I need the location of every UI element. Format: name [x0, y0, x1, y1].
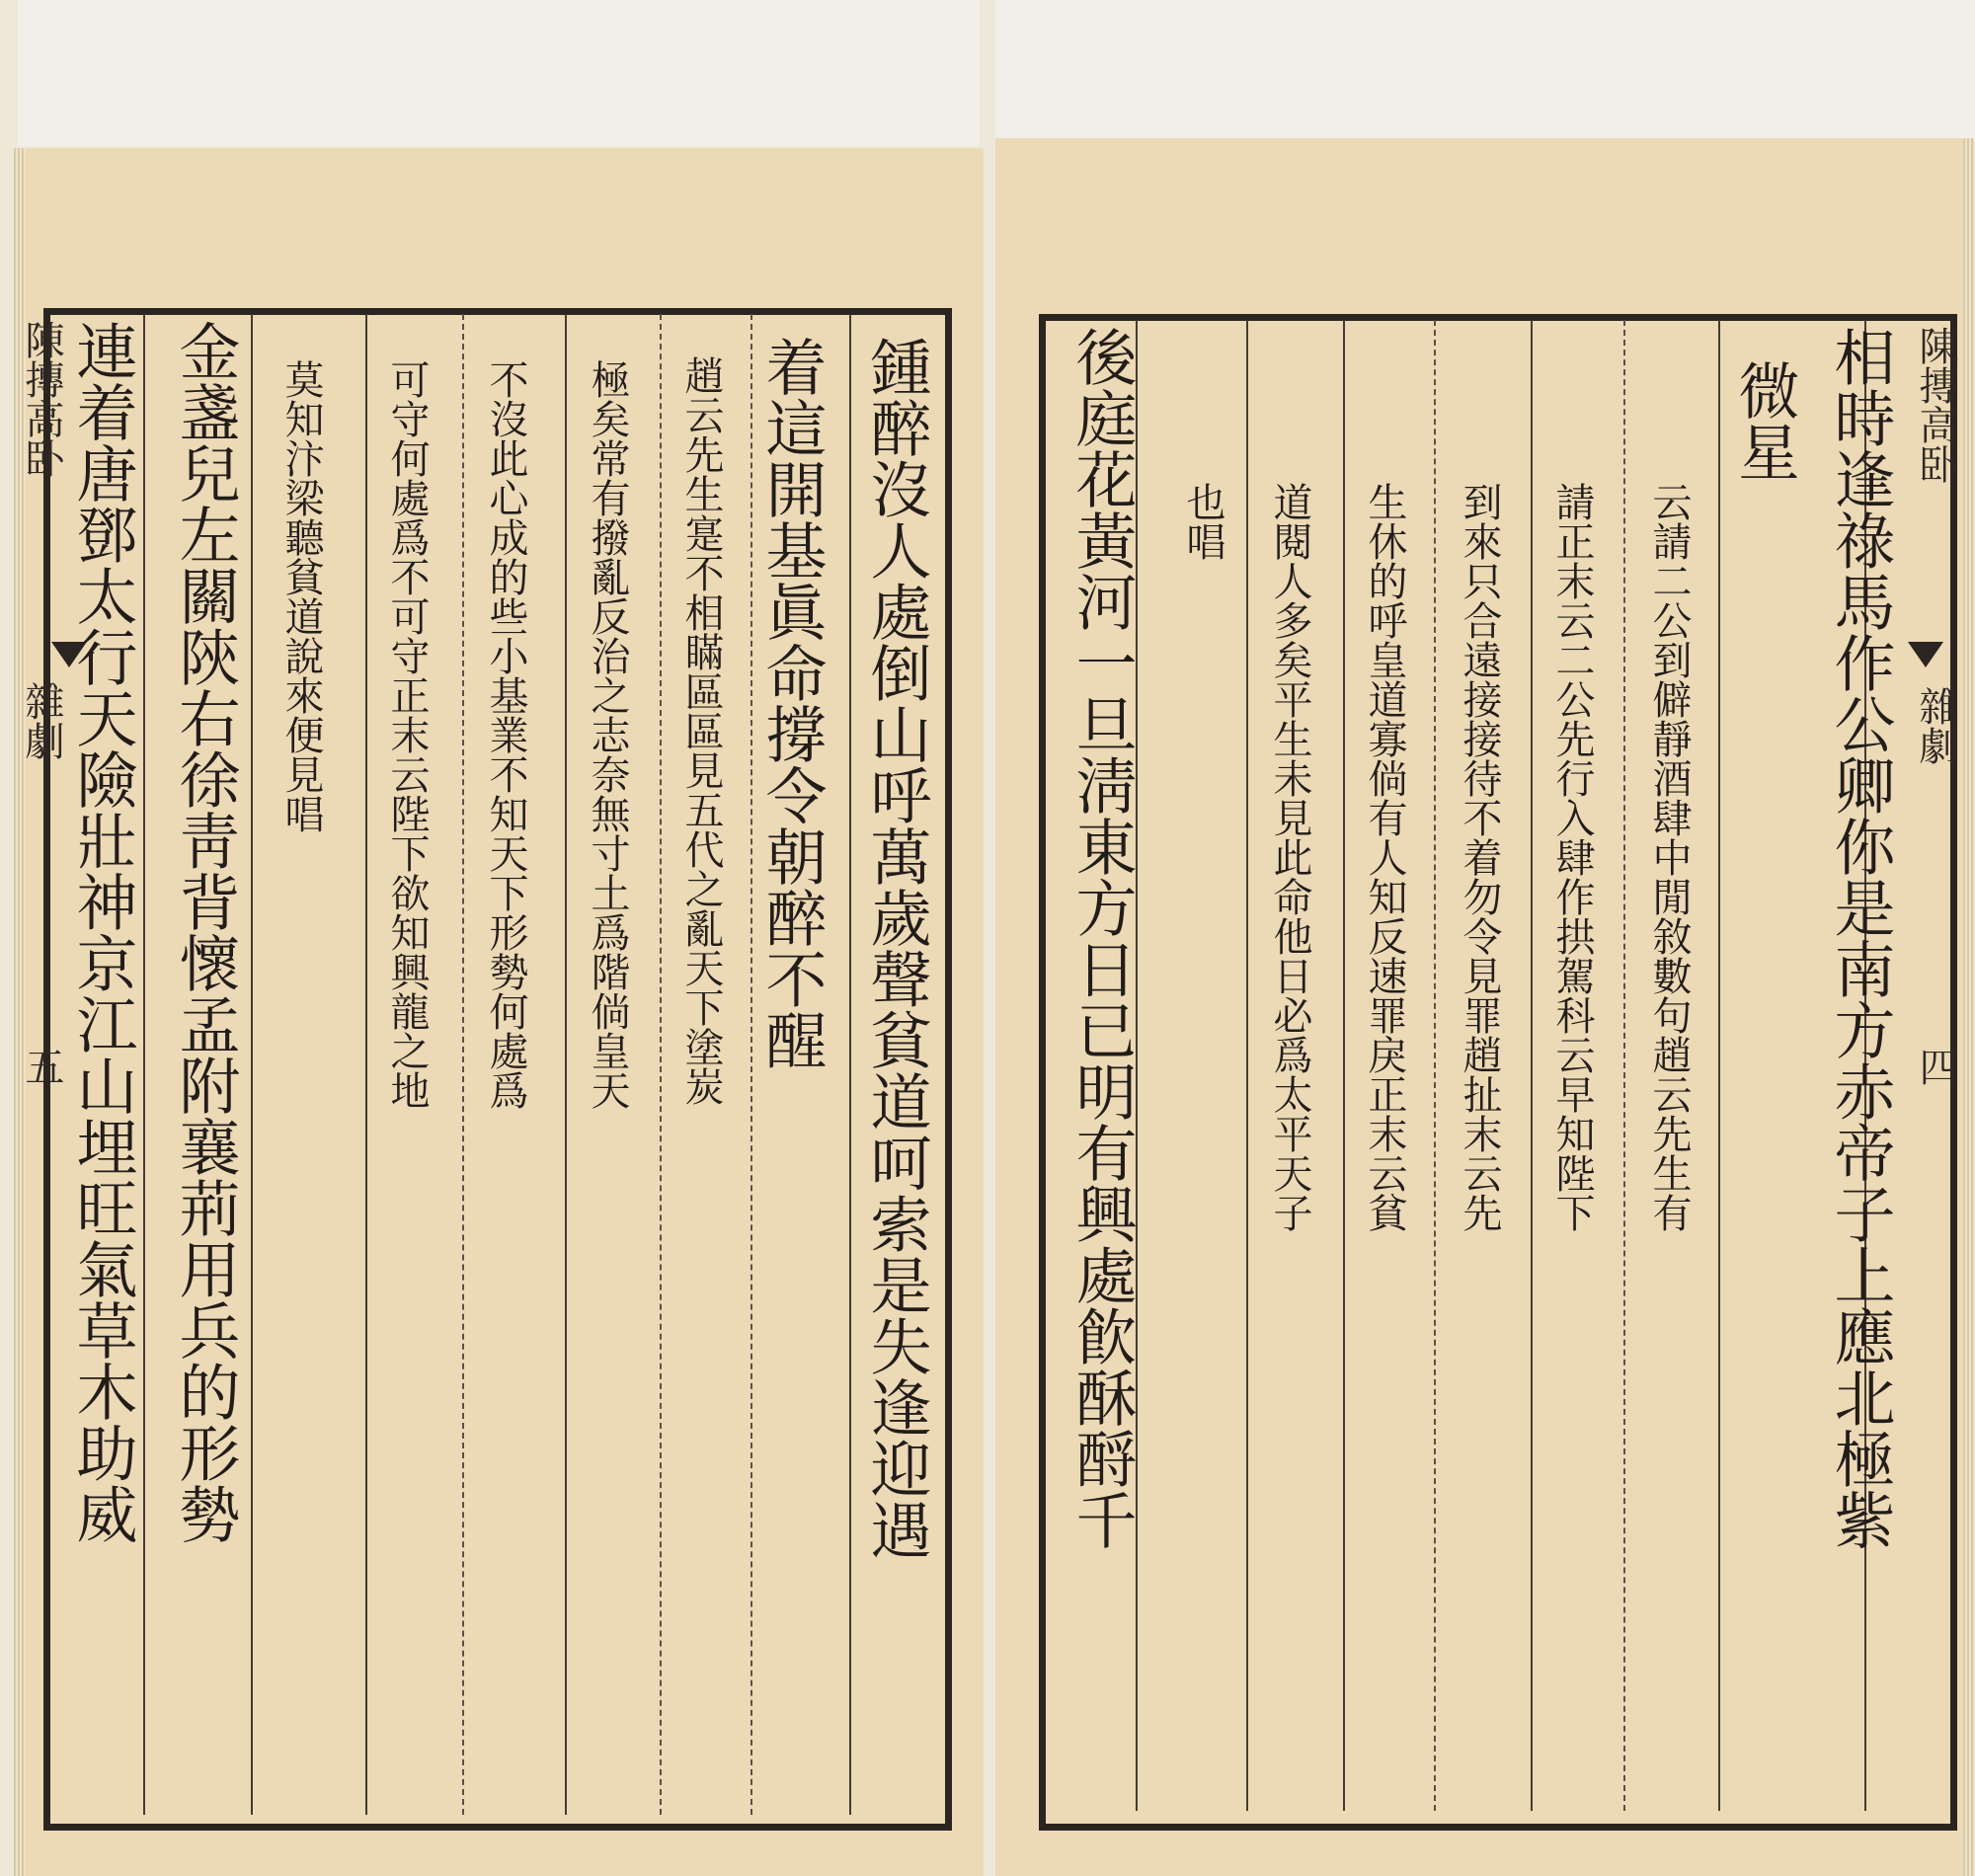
left-col-8: 金盞兒左關陝右徐靑背懷孟附襄荊用兵的形勢 [169, 320, 241, 1544]
right-column-divider-4 [1531, 320, 1533, 1811]
right-col-8: 也唱 [1180, 482, 1225, 561]
left-column-divider-6 [365, 314, 367, 1815]
right-col-3: 云請二公到僻靜酒肆中閒敘數句趙云先生有 [1646, 482, 1692, 1232]
left-column-divider-1 [849, 314, 851, 1815]
right-margin-title: 陳摶高卧 [1913, 326, 1958, 484]
left-column-divider-7 [251, 314, 253, 1815]
left-col-9: 連着唐鄧太行天險壯神京江山埋旺氣草木助威 [66, 320, 138, 1544]
right-margin-folio: 四 [1913, 1047, 1958, 1086]
right-col-1: 相時逢祿馬作公卿你是南方赤帝子上應北極紫 [1824, 326, 1896, 1550]
right-column-divider-2 [1718, 320, 1720, 1811]
left-margin-title: 陳摶高卧 [19, 320, 64, 478]
right-page-edge [1963, 138, 1975, 1876]
right-col-4: 請正末云二公先行入肆作拱駕科云早知陛下 [1549, 482, 1595, 1232]
left-column-divider-5 [462, 314, 464, 1815]
left-column-divider-4 [565, 314, 567, 1815]
right-col-6: 生休的呼皇道寡倘有人知反速罪戾正末云貧 [1362, 482, 1407, 1232]
left-col-7: 莫知汴梁聽貧道說來便見唱 [278, 359, 324, 833]
right-column-divider-7 [1246, 320, 1248, 1811]
left-margin-subtitle: 雜劇 [19, 681, 64, 760]
right-col-2: 微星 [1728, 359, 1800, 482]
left-col-1: 鍾醉沒人處倒山呼萬歲聲貧道呵索是失逢迎遇 [860, 336, 932, 1560]
left-col-6: 可守何處爲不可守正末云陛下欲知興龍之地 [384, 359, 430, 1110]
top-margin-strip [18, 0, 1975, 146]
right-col-7: 道閱人多矣平生未見此命他日必爲太平天子 [1267, 482, 1312, 1232]
left-column-divider-2 [750, 314, 752, 1815]
right-margin-subtitle: 雜劇 [1913, 686, 1958, 765]
right-column-divider-5 [1434, 320, 1436, 1811]
left-margin-folio: 五 [19, 1047, 64, 1086]
right-col-9: 後庭花黃河一旦淸東方日已明有興處飮酥酹千 [1066, 326, 1138, 1550]
left-col-3: 趙云先生寔不相瞞區區見五代之亂天下塗炭 [678, 355, 724, 1106]
right-column-divider-6 [1343, 320, 1345, 1811]
right-col-5: 到來只合遠接接待不着勿令見罪趙扯末云先 [1457, 482, 1502, 1232]
right-fish-tail-mark [1908, 642, 1943, 667]
left-col-4: 極矣常有撥亂反治之志奈無寸土爲階倘皇天 [585, 359, 630, 1110]
left-col-5: 不沒此心成的些小基業不知天下形勢何處爲 [483, 359, 528, 1110]
left-col-2: 着這開基眞命撐令朝醉不醒 [755, 336, 828, 1070]
left-column-divider-8 [143, 314, 145, 1815]
right-column-divider-3 [1623, 320, 1625, 1811]
left-column-divider-3 [660, 314, 662, 1815]
